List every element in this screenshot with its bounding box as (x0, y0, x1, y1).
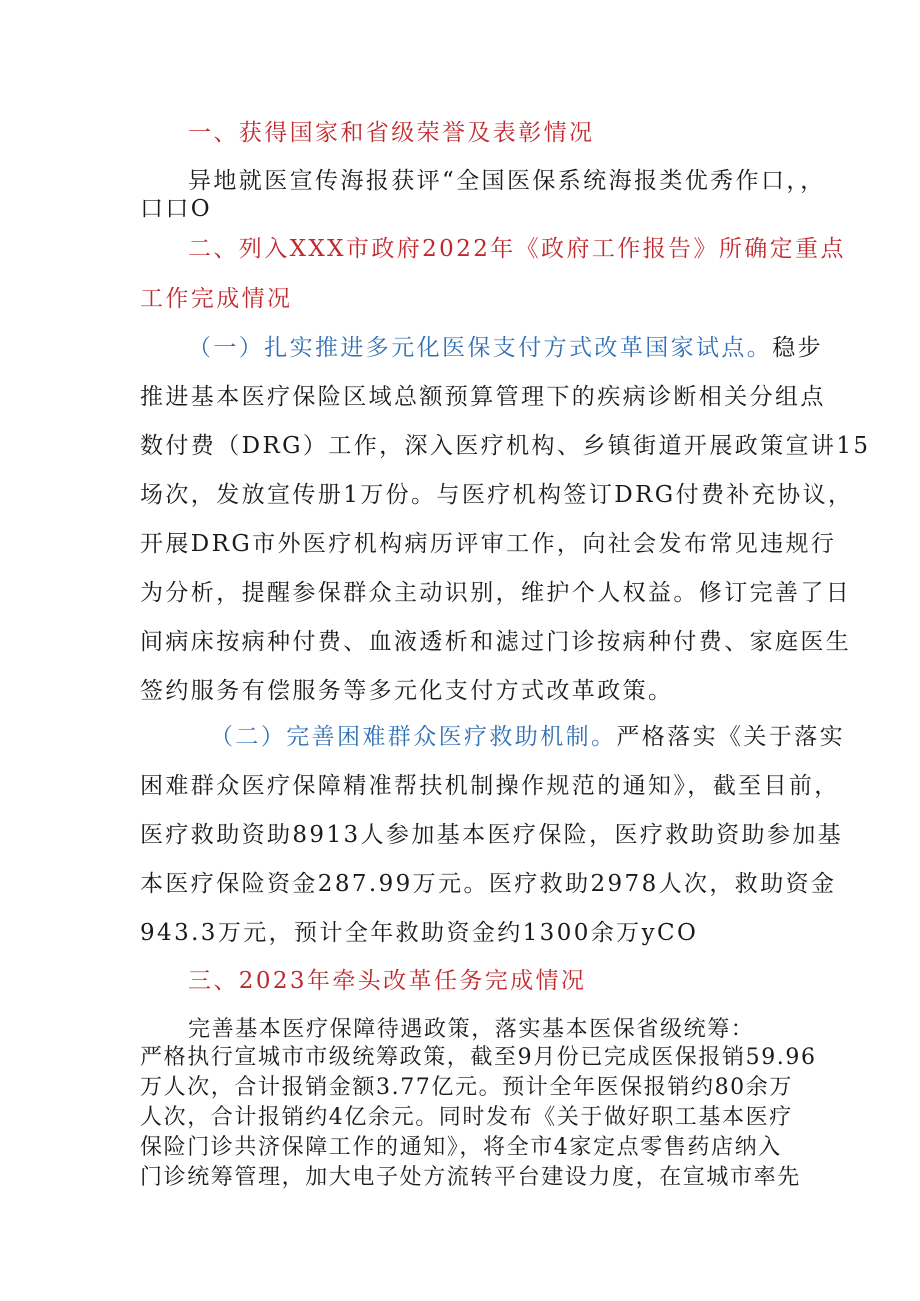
item1-line: 间病床按病种付费、血液透析和滤过门诊按病种付费、家庭医生 (140, 629, 852, 655)
section2-heading: 二、列入XXX市政府2022年《政府工作报告》所确定重点 (188, 236, 846, 262)
item1-title: （一）扎实推进多元化医保支付方式改革国家试点。 (188, 335, 773, 361)
section3-heading: 三、2023年牵头改革任务完成情况 (188, 968, 587, 994)
section1-para-line: 异地就医宣传海报获评“全国医保系统海报类优秀作口，， (188, 168, 826, 194)
item2-first-line-rest: 严格落实《关于落实 (616, 724, 846, 750)
item2-first-line (210, 722, 845, 752)
section3-line: 万人次，合计报销金额3.77亿元。预计全年医保报销约80余万 (140, 1075, 793, 1100)
section2-heading: 工作完成情况 (140, 286, 293, 312)
section1-para-line: 口口O (140, 196, 213, 222)
item1-line: 场次，发放宣传册1万份。与医疗机构签订DRG付费补充协议， (140, 482, 854, 508)
item1-line: 数付费（DRG）工作，深入医疗机构、乡镇街道开展政策宣讲15 (140, 433, 871, 459)
section3-line: 完善基本医疗保障待遇政策，落实基本医保省级统筹： (188, 1017, 755, 1042)
item1-line: 开展DRG市外医疗机构病历评审工作，向社会发布常见违规行 (140, 531, 837, 557)
item1-line: 推进基本医疗保险区域总额预算管理下的疾病诊断相关分组点 (140, 384, 826, 410)
item2-line: 医疗救助资助8913人参加基本医疗保险，医疗救助资助参加基 (140, 822, 844, 848)
section3-line: 严格执行宣城市市级统筹政策，截至9月份已完成医保报销59.96 (140, 1045, 817, 1070)
section3-line: 门诊统筹管理，加大电子处方流转平台建设力度，在宣城市率先 (140, 1165, 801, 1190)
section1-heading: 一、获得国家和省级荣誉及表彰情况 (188, 120, 595, 146)
item2-title: （二）完善困难群众医疗救助机制。 (210, 724, 617, 750)
item1-line: 签约服务有偿服务等多元化支付方式改革政策。 (140, 678, 674, 704)
item1-first-line-rest: 稳步 (772, 335, 824, 361)
item1-first-line (188, 333, 823, 363)
section3-line: 人次，合计报销约4亿余元。同时发布《关于做好职工基本医疗 (140, 1105, 793, 1130)
item1-line: 为分析，提醒参保群众主动识别，维护个人权益。修订完善了日 (140, 580, 852, 606)
item2-line: 本医疗保险资金287.99万元。医疗救助2978人次，救助资金 (140, 871, 837, 897)
item2-line: 943.3万元，预计全年救助资金约1300余万yCO (140, 920, 699, 946)
item2-line: 困难群众医疗保障精准帮扶机制操作规范的通知》，截至目前， (140, 773, 840, 799)
section3-line: 保险门诊共济保障工作的通知》，将全市4家定点零售药店纳入 (140, 1135, 782, 1160)
